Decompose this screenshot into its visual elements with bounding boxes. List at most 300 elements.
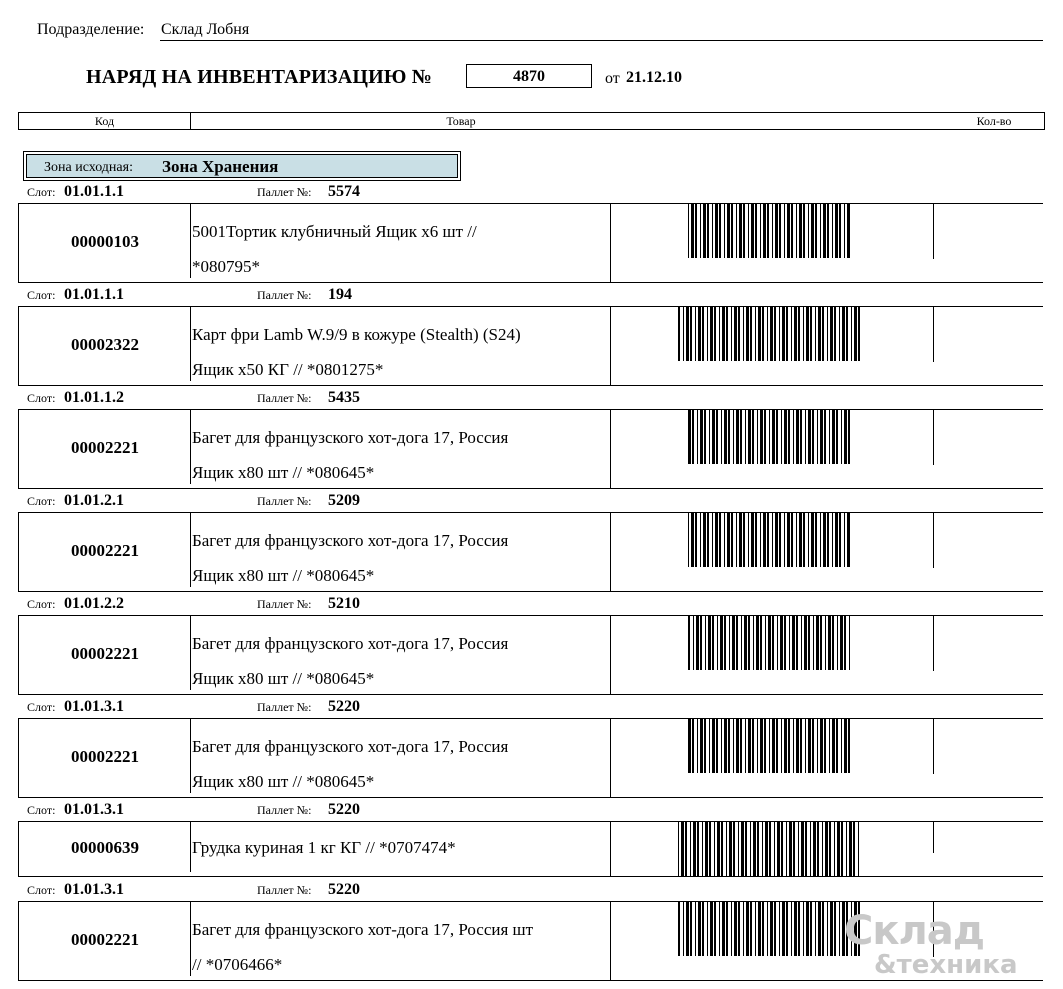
barcode-bar [726,307,728,361]
barcode-bar [733,719,734,773]
barcode-bar [715,513,718,567]
barcode-bar [736,410,739,464]
barcode-bar [702,902,704,956]
barcode-bar [757,822,759,876]
barcode-bar [806,902,809,956]
barcode-bar [714,902,716,956]
barcode-bar [794,902,797,956]
barcode-bar [685,822,687,876]
barcode-bar [695,902,696,956]
barcode-bar [792,616,795,670]
slot-value: 01.01.2.1 [64,492,124,509]
barcode-bar [731,513,733,567]
barcode-bar [786,822,787,876]
slot-value: 01.01.2.2 [64,595,124,612]
product-name: Карт фри Lamb W.9/9 в кожуре (Stealth) (S24) [192,325,521,344]
barcode-bar [760,513,761,567]
barcode-bar [751,513,754,567]
barcode-bar [748,616,750,670]
barcode-bar [796,410,799,464]
barcode-bar [781,822,783,876]
row-rule [611,385,1043,386]
slot-label: Слот: [27,803,56,817]
barcode-bar [692,719,694,773]
barcode-bar [772,719,775,773]
barcode-bar [858,307,860,361]
barcode-bar [851,307,852,361]
barcode-bar [808,513,809,567]
barcode-bar [808,204,809,258]
slot-value: 01.01.3.1 [64,698,124,715]
barcode-bar [755,902,756,956]
barcode-bar [784,616,786,670]
barcode-bar [686,902,689,956]
barcode-bar [695,204,697,258]
barcode-bar [724,616,726,670]
barcode-bar [700,410,703,464]
barcode-bar [743,307,744,361]
barcode-bar [746,902,749,956]
pallet-label: Паллет №: [257,883,312,897]
barcode-bar [755,204,757,258]
barcode-bar [774,307,776,361]
barcode-bar [728,410,730,464]
barcode-bar [800,410,802,464]
product-code: 00002221 [71,747,139,766]
pallet-value: 5210 [328,595,360,612]
barcode-bar [738,902,740,956]
barcode-bar [818,307,821,361]
barcode-bar [796,513,797,567]
product-code: 00002221 [71,541,139,560]
barcode-bar [712,719,715,773]
product-details: // *0706466* [192,955,283,974]
barcode-bar [690,902,692,956]
column-header-row [18,112,1045,130]
document-number: 4870 [466,64,592,88]
barcode-bar [744,616,747,670]
barcode-bar [752,719,754,773]
barcode-bar [804,616,807,670]
barcode-bar [736,616,738,670]
barcode-bar [796,719,799,773]
qty-divider [933,718,934,774]
barcode-bar [800,719,802,773]
barcode-bar [681,822,684,876]
qty-divider [933,409,934,465]
barcode-bar [688,410,691,464]
barcode-bar [734,307,737,361]
barcode-bar [811,204,814,258]
barcode-bar [796,616,798,670]
barcode-bar [803,307,804,361]
product-name: Багет для французского хот-дога 17, Россия [192,531,509,550]
barcode-bar [844,410,847,464]
barcode-bar [736,719,739,773]
barcode-bar [799,513,802,567]
product-name: Багет для французского хот-дога 17, Россия [192,737,509,756]
barcode-bar [796,204,797,258]
barcode-bar [738,822,739,876]
slot-label: Слот: [27,185,56,199]
slot-value: 01.01.1.1 [64,183,124,200]
qty-divider [933,615,934,671]
barcode-bar [846,822,847,876]
barcode-bar [709,410,710,464]
barcode-bar [724,719,727,773]
barcode-bar [716,410,718,464]
barcode-bar [750,902,752,956]
barcode-bar [763,204,766,258]
barcode-bar [745,410,746,464]
barcode-bar [786,902,788,956]
barcode-bar [717,616,718,670]
barcode-bar [760,204,761,258]
barcode-bar [779,204,781,258]
barcode-bar [721,822,723,876]
document-date-label: от [605,70,620,87]
barcode-bar [692,410,694,464]
barcode-bar [767,902,768,956]
barcode-bar [827,307,828,361]
barcode-bar [700,513,701,567]
column-header-qty: Кол-во [976,114,1012,128]
slot-value: 01.01.3.1 [64,801,124,818]
barcode-bar [712,410,715,464]
barcode-bar [768,616,771,670]
barcode-bar [769,822,771,876]
barcode-bar [731,204,733,258]
barcode-bar [815,204,817,258]
pallet-label: Паллет №: [257,700,312,714]
barcode-bar [832,410,835,464]
barcode-bar [782,307,785,361]
barcode-bar [709,822,711,876]
barcode-bar [784,410,787,464]
barcode-bar [745,822,747,876]
barcode-bar [779,902,780,956]
barcode-bar [765,822,768,876]
barcode-bar [712,513,713,567]
barcode-bar [746,307,749,361]
barcode-bar [697,410,698,464]
barcode-bar [793,410,794,464]
barcode-icon [688,616,852,670]
barcode-bar [762,822,763,876]
column-header-code: Код [94,114,115,128]
barcode-bar [788,410,790,464]
barcode-bar [690,307,692,361]
barcode-bar [828,616,831,670]
barcode-bar [854,307,857,361]
barcode-bar [740,719,742,773]
barcode-bar [772,410,775,464]
barcode-bar [709,719,710,773]
barcode-bar [722,307,725,361]
product-details: Ящик х80 шт // *080645* [192,669,375,688]
barcode-bar [789,616,790,670]
barcode [688,616,852,675]
barcode-bar [820,513,821,567]
barcode-bar [739,513,742,567]
barcode-bar [775,513,778,567]
pallet-value: 194 [328,286,352,303]
zone-box [23,151,461,181]
barcode-bar [799,204,802,258]
barcode-bar [841,719,842,773]
qty-divider [933,203,934,259]
barcode-bar [798,822,799,876]
barcode [688,719,852,778]
barcode-bar [707,204,709,258]
barcode-bar [731,307,732,361]
product-name: Багет для французского хот-дога 17, Россия [192,428,509,447]
barcode-bar [849,616,850,670]
barcode-bar [750,307,752,361]
zone-label: Зона исходная: [44,160,133,175]
barcode-bar [848,410,850,464]
barcode-bar [774,822,775,876]
barcode-bar [740,410,742,464]
barcode-bar [788,719,790,773]
product-name: 5001Тортик клубничный Ящик х6 шт // [192,222,477,241]
product-code: 00000639 [71,838,139,857]
barcode-bar [767,204,769,258]
barcode-bar [726,902,728,956]
barcode-bar [818,902,821,956]
barcode-bar [764,410,766,464]
barcode-bar [803,204,805,258]
barcode-bar [704,719,706,773]
barcode-bar [720,616,723,670]
barcode-bar [847,204,850,258]
barcode-bar [764,719,766,773]
barcode-bar [700,719,703,773]
barcode-bar [772,616,774,670]
barcode-bar [728,719,730,773]
barcode-bar [825,822,828,876]
barcode-bar [700,204,701,258]
barcode-bar [784,204,785,258]
product-name: Грудка куриная 1 кг КГ // *0707474* [192,838,456,857]
barcode-bar [739,204,742,258]
barcode-bar [777,616,778,670]
barcode-bar [820,410,823,464]
barcode-bar [683,307,684,361]
barcode-bar [755,307,756,361]
barcode-bar [770,902,773,956]
barcode-bar [784,719,787,773]
slot-label: Слот: [27,597,56,611]
barcode-bar [791,307,792,361]
barcode-bar [683,902,684,956]
barcode-bar [707,307,708,361]
pallet-value: 5220 [328,881,360,898]
barcode-bar [810,307,812,361]
barcode [688,513,852,572]
barcode-bar [775,204,778,258]
barcode-bar [721,410,722,464]
barcode-icon [678,902,862,956]
barcode-bar [781,410,782,464]
barcode-bar [793,719,794,773]
barcode-bar [690,822,691,876]
row-rule [611,694,1043,695]
barcode-bar [698,902,701,956]
barcode-icon [688,513,852,567]
barcode-bar [705,616,706,670]
barcode-bar [762,902,764,956]
product-details: Ящик х80 шт // *080645* [192,566,375,585]
barcode-bar [835,513,838,567]
barcode-bar [734,902,737,956]
barcode-bar [803,513,805,567]
barcode-bar [705,822,708,876]
barcode-bar [707,902,708,956]
barcode-icon [688,204,852,258]
barcode-bar [691,204,694,258]
barcode-bar [697,822,699,876]
barcode-bar [714,307,716,361]
barcode-bar [791,204,793,258]
barcode-bar [853,822,855,876]
barcode-bar [688,204,689,258]
barcode-bar [774,902,776,956]
barcode-bar [836,719,838,773]
barcode-bar [726,822,727,876]
barcode-bar [801,822,804,876]
qty-divider [933,306,934,362]
barcode-bar [736,204,737,258]
barcode-bar [743,902,744,956]
barcode-bar [697,719,698,773]
barcode-bar [727,204,730,258]
barcode-bar [837,822,840,876]
barcode-bar [722,902,725,956]
barcode-bar [844,719,847,773]
pallet-value: 5220 [328,801,360,818]
barcode-bar [840,616,843,670]
barcode-bar [678,822,679,876]
row-rule [611,282,1043,283]
barcode-bar [772,513,773,567]
barcode-bar [825,616,826,670]
pallet-label: Паллет №: [257,597,312,611]
pallet-label: Паллет №: [257,185,312,199]
barcode-bar [688,719,691,773]
barcode-bar [839,513,841,567]
barcode-bar [823,204,826,258]
barcode-bar [707,513,709,567]
column-header-product: Товар [446,114,476,128]
barcode-bar [769,410,770,464]
barcode-icon [678,822,862,876]
barcode-bar [812,410,814,464]
slot-value: 01.01.1.2 [64,389,124,406]
department-label: Подразделение: [37,21,145,38]
barcode-bar [691,513,694,567]
slot-label: Слот: [27,288,56,302]
barcode-bar [817,410,818,464]
barcode-bar [810,822,811,876]
barcode-bar [776,410,778,464]
barcode-bar [695,513,697,567]
table-row [18,901,611,981]
pallet-label: Паллет №: [257,494,312,508]
barcode-bar [832,204,833,258]
table-row [18,203,611,283]
barcode-bar [806,307,809,361]
barcode-bar [847,513,850,567]
product-code: 00002221 [71,438,139,457]
product-details: Ящик х50 КГ // *0801275* [192,360,384,379]
barcode-bar [801,616,802,670]
barcode [678,822,862,881]
barcode-bar [787,513,790,567]
barcode-bar [844,616,846,670]
barcode-bar [712,204,713,258]
barcode-bar [781,719,782,773]
barcode-bar [714,822,715,876]
product-code: 00002221 [71,644,139,663]
barcode-bar [731,902,732,956]
barcode-bar [787,204,790,258]
barcode-icon [688,719,852,773]
barcode-bar [844,204,845,258]
barcode-bar [820,616,822,670]
barcode-bar [829,410,830,464]
barcode-bar [693,616,694,670]
zone-name: Зона Хранения [162,157,279,176]
barcode-bar [808,719,811,773]
barcode-bar [822,307,824,361]
barcode-bar [736,513,737,567]
barcode-bar [769,719,770,773]
row-rule [611,488,1043,489]
row-rule [611,797,1043,798]
barcode-bar [815,307,816,361]
barcode-bar [710,307,713,361]
barcode-bar [827,513,829,567]
barcode-bar [745,719,746,773]
barcode-bar [817,822,819,876]
publisher-logo [838,908,1050,984]
barcode-bar [827,902,828,956]
pallet-label: Паллет №: [257,288,312,302]
zone-panel [26,154,458,178]
barcode-bar [779,513,781,567]
product-details: Ящик х80 шт // *080645* [192,463,375,482]
barcode-bar [791,513,793,567]
barcode-bar [822,902,824,956]
barcode [678,307,862,366]
barcode-bar [793,822,795,876]
barcode-bar [748,513,749,567]
barcode-bar [743,513,745,567]
barcode-bar [767,513,769,567]
barcode-bar [803,902,804,956]
barcode-bar [704,410,706,464]
barcode-bar [753,822,756,876]
barcode-bar [762,307,764,361]
logo-line-1: Склад [844,908,985,954]
barcode-bar [772,204,773,258]
barcode-bar [686,307,689,361]
department-value: Склад Лобня [161,21,250,38]
barcode-bar [700,616,702,670]
barcode-bar [830,307,833,361]
barcode-bar [748,719,751,773]
